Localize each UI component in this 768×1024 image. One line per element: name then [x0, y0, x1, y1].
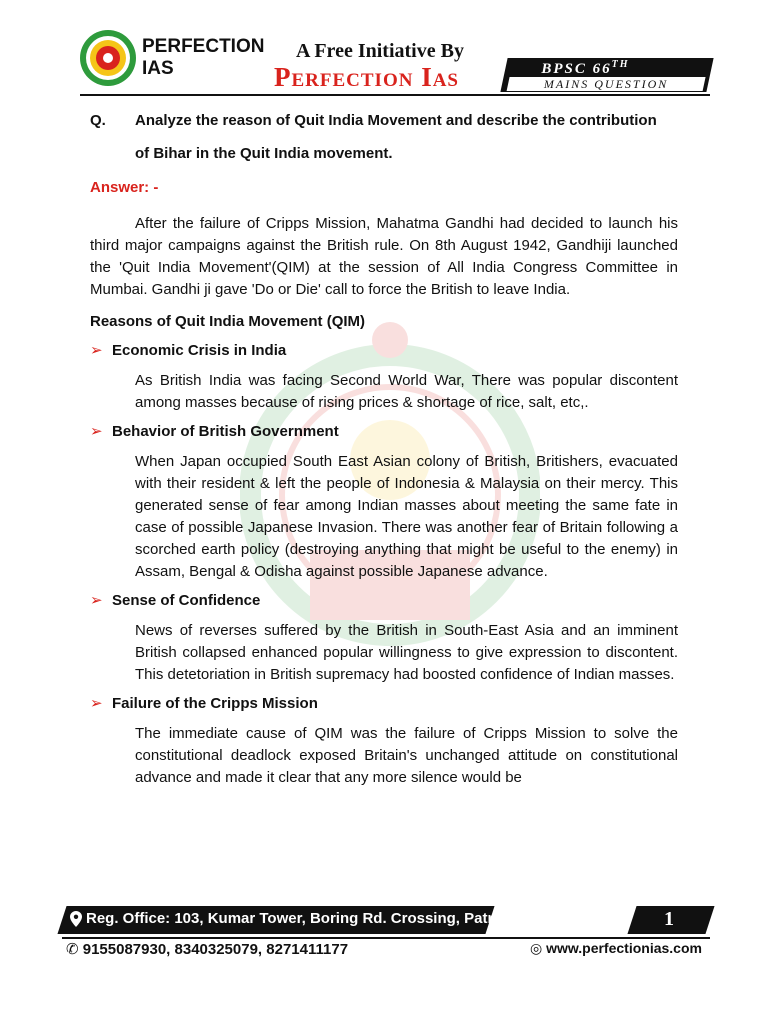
footer-website-text: www.perfectionias.com — [546, 940, 702, 956]
footer-website[interactable] — [530, 940, 702, 957]
question-line-2: of Bihar in the Quit India movement. — [135, 145, 393, 162]
perfection-ias-seal-icon — [78, 28, 138, 88]
document-body — [90, 104, 678, 789]
arrow-right-circle-icon: ➢ — [90, 592, 103, 609]
question — [90, 104, 678, 170]
reason-item — [90, 693, 678, 789]
footer-divider — [62, 937, 710, 939]
brand-line-2: IAS — [142, 58, 174, 79]
reason-body: When Japan occupied South East Asian colony of British, Britishers, evacuated with their resident & left the people of Indonesia & Malaysia on their mercy. This generated sense of fear among Indian masses about meeting the same fate in case of possible Japanese Invasion. There was another fear of Britain following a scorched earth policy (destroying anything that might be useful to the enemy) in Assam, Bengal & Odisha against possible Japanese advance. — [135, 453, 678, 580]
reason-item — [90, 340, 678, 414]
footer-address-text: Reg. Office: 103, Kumar Tower, Boring Rd. Crossing, Patna — [86, 910, 505, 927]
arrow-right-circle-icon: ➢ — [90, 342, 103, 359]
brand-line-1: PERFECTION — [142, 36, 265, 57]
phone-icon: ✆ — [66, 941, 79, 958]
reason-item — [90, 421, 678, 583]
reasons-heading: Reasons of Quit India Movement (QIM) — [90, 313, 366, 330]
reason-body: The immediate cause of QIM was the failure of Cripps Mission to solve the constitutional deadlock exposed Britain's unchanged attitude on constitutional advance and made it clear that any more silence would be — [135, 725, 678, 786]
page-number: 1 — [664, 908, 674, 930]
footer-address — [70, 910, 505, 927]
reason-title: Sense of Confidence — [112, 592, 261, 609]
reason-title: Economic Crisis in India — [112, 342, 287, 359]
footer-phones — [66, 940, 348, 958]
question-label: Q. — [90, 112, 106, 129]
question-line-1: Analyze the reason of Quit India Movement and describe the contribution — [135, 112, 657, 129]
reason-title: Behavior of British Government — [112, 423, 339, 440]
reason-title: Failure of the Cripps Mission — [112, 695, 318, 712]
arrow-right-circle-icon: ➢ — [90, 695, 103, 712]
header-divider — [80, 94, 710, 96]
exam-badge-title: BPSC 66TH — [541, 59, 630, 77]
globe-icon: ◎ — [530, 940, 543, 956]
reason-item — [90, 590, 678, 686]
intro-paragraph: After the failure of Cripps Mission, Mahatma Gandhi had decided to launch his third major campaigns against the British rule. On 8th August 1942, Gandhiji launched the 'Quit India Movement'(QIM) at the session of All India Congress Committee in Mumbai. Gandhi ji gave 'Do or Die' call to force the British to leave India. — [90, 215, 678, 298]
question-text — [135, 104, 678, 170]
exam-badge — [500, 58, 713, 92]
footer-phones-text: 9155087930, 8340325079, 8271411177 — [82, 941, 349, 958]
arrow-right-circle-icon: ➢ — [90, 423, 103, 440]
organization-name: Perfection Ias — [274, 62, 459, 92]
exam-badge-subtitle: MAINS QUESTION — [543, 77, 669, 91]
reason-body: News of reverses suffered by the British in South-East Asia and an imminent British collapsed enhanced popular willingness to give expression to discontent. This detetoriation in British supremacy had boosted confidence of Indian masses. — [135, 622, 678, 683]
reason-body: As British India was facing Second World War, There was popular discontent among masses because of rising prices & shortage of rice, salt, etc,. — [135, 372, 678, 411]
initiative-text: A Free Initiative By — [296, 40, 464, 62]
brand-name — [142, 36, 264, 80]
location-pin-icon — [70, 911, 82, 927]
answer-label: Answer: - — [90, 179, 159, 196]
